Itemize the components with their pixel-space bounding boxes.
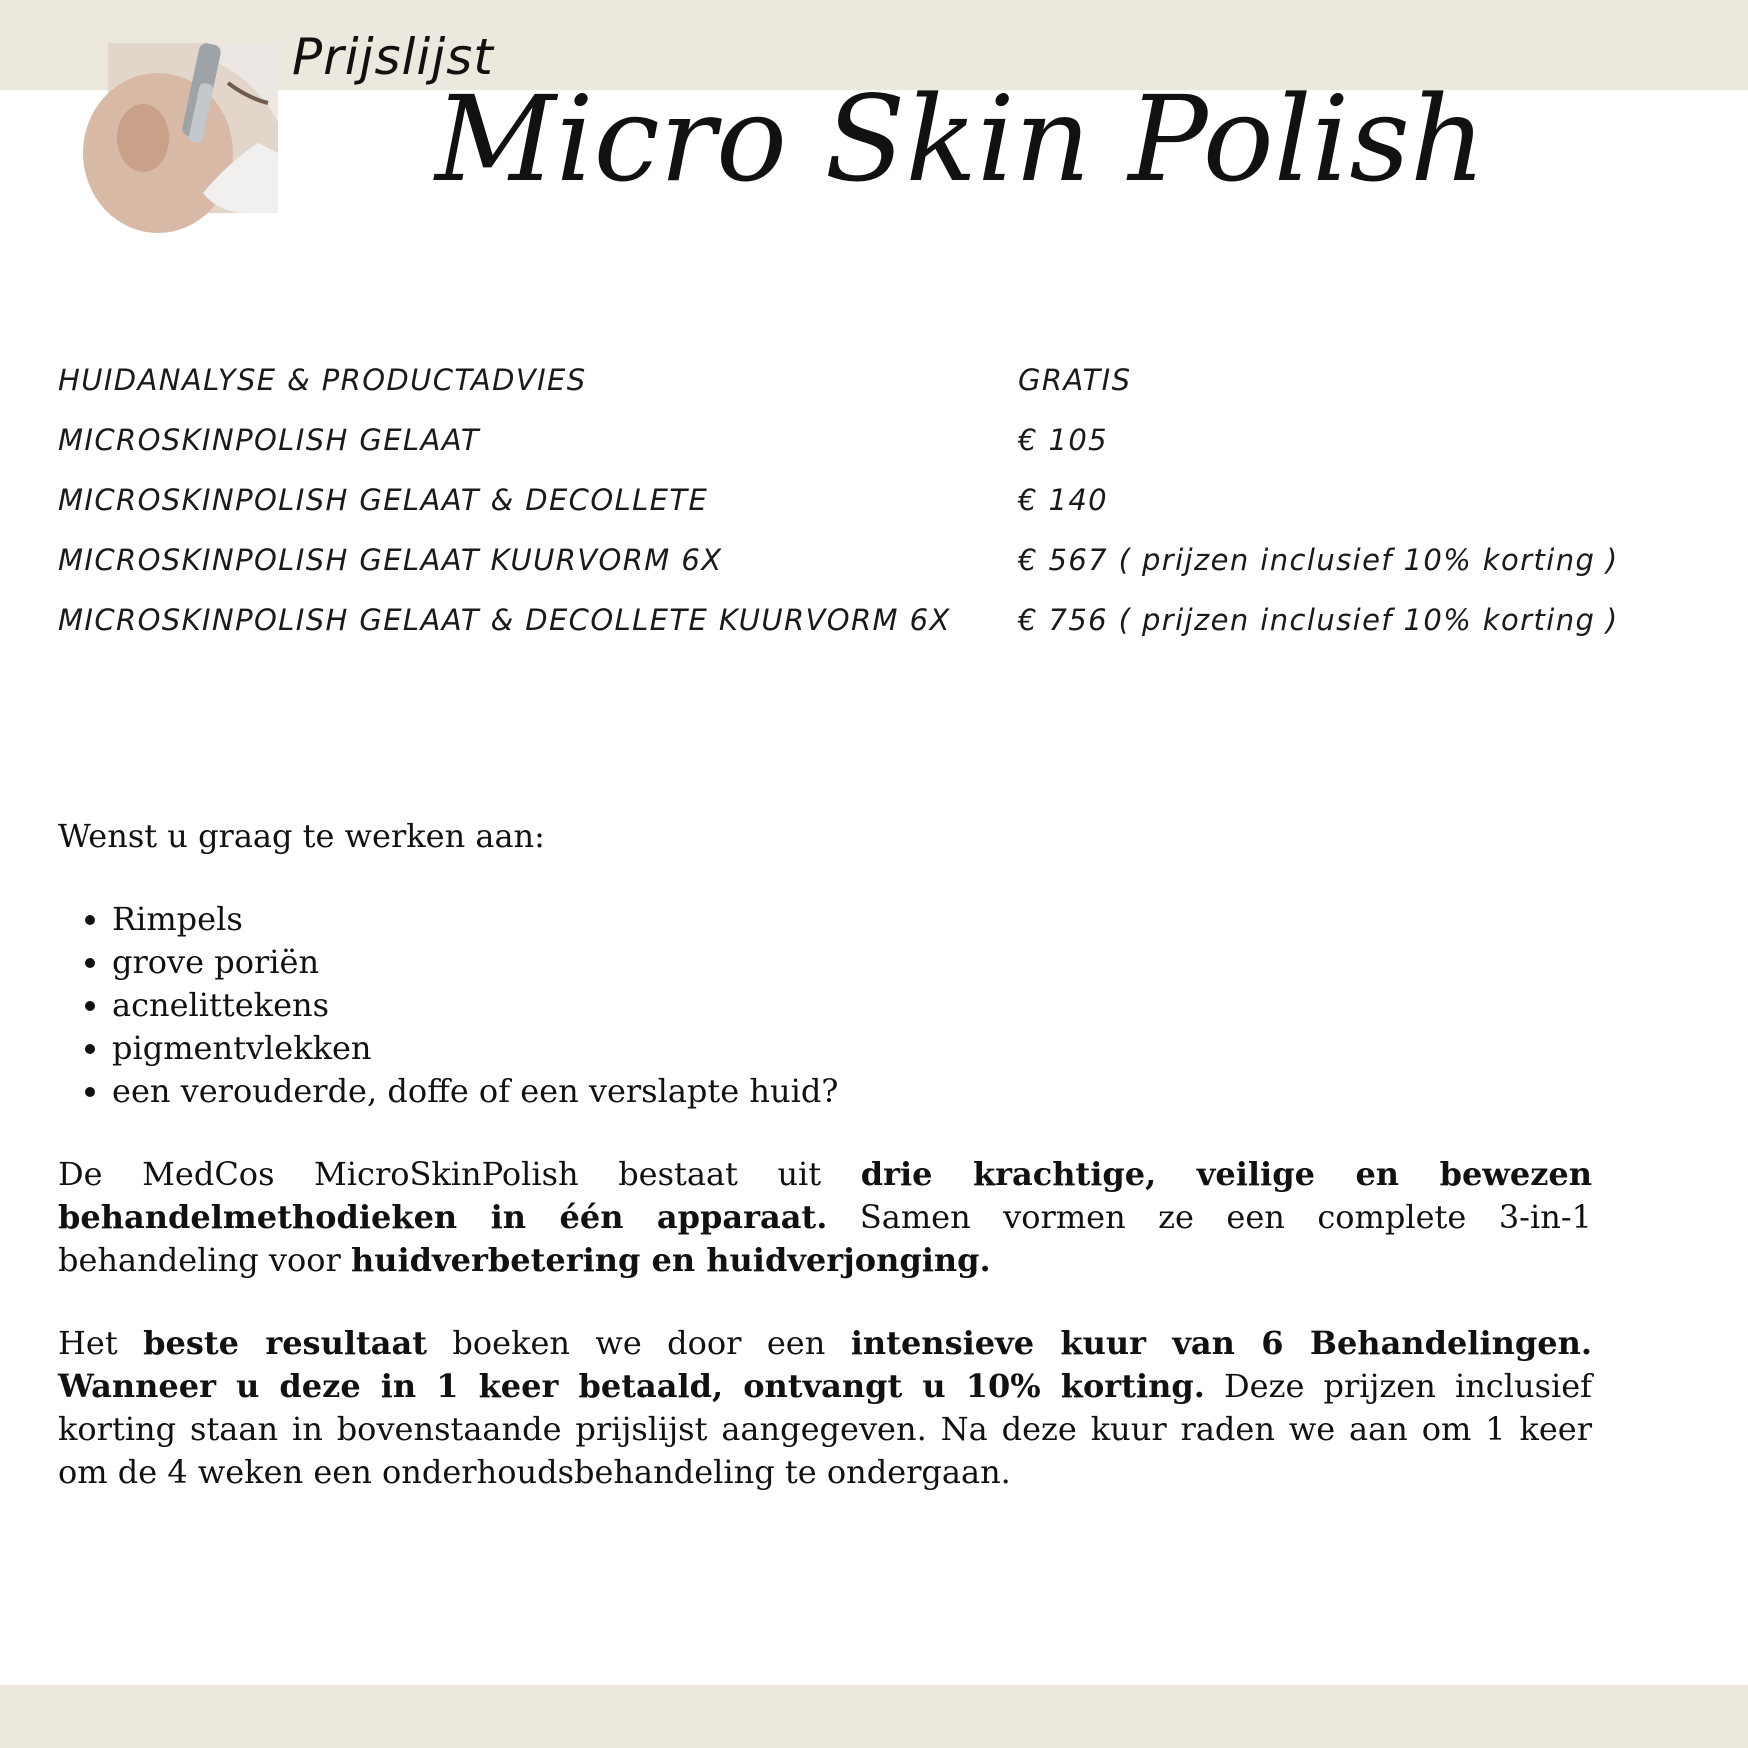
price-list [58,350,1658,650]
text-segment: De MedCos MicroSkinPolish bestaat uit [58,1155,861,1193]
description [58,815,1592,1534]
price-service: HUIDANALYSE & PRODUCTADVIES [58,363,587,397]
intro-text: Wenst u graag te werken aan: [58,817,545,855]
price-service: MICROSKINPOLISH GELAAT & DECOLLETE [58,483,709,517]
price-row [58,350,1658,410]
bold-segment: intensieve kuur van 6 Behandelingen. Wanneer u deze in 1 keer betaald, ontvangt u 10% korting. [58,1324,1593,1405]
price-value: € 756 ( prijzen inclusief 10% korting ) [1018,603,1619,637]
price-value: € 140 [1018,483,1109,517]
list-item: • acnelittekens [112,984,1592,1027]
paragraph-kuur [58,1322,1592,1494]
list-item: • Rimpels [112,898,1592,941]
price-value: € 105 [1018,423,1109,457]
script-title-text: Micro Skin Polish [435,70,1486,208]
price-service: MICROSKINPOLISH GELAAT & DECOLLETE KUURVORM 6X [58,603,951,637]
bold-segment: beste resultaat [143,1324,428,1362]
text-segment: Het [58,1324,144,1362]
treatment-photo [108,43,278,213]
price-row [58,470,1658,530]
price-value: GRATIS [1018,363,1132,397]
text-segment: Samen vormen ze een complete 3-in-1 behandeling voor [58,1198,1593,1279]
bottom-band [0,1685,1748,1748]
paragraph-medcos [58,1153,1592,1282]
header-label: Prijslijst [292,28,494,86]
price-value: € 567 ( prijzen inclusief 10% korting ) [1018,543,1619,577]
price-row [58,530,1658,590]
list-item: • pigmentvlekken [112,1027,1592,1070]
text-segment: Deze prijzen inclusief korting staan in bovenstaande prijslijst aangegeven. Na deze kuur raden we aan om 1 keer om de 4 weken een onderhoudsbehandeling te ondergaan. [58,1367,1593,1491]
bold-segment: drie krachtige, veilige en bewezen behandelmethodieken in één apparaat. [58,1155,1593,1236]
price-service: MICROSKINPOLISH GELAAT KUURVORM 6X [58,543,723,577]
script-title [435,50,1486,240]
concerns-list [58,898,1592,1113]
price-row [58,410,1658,470]
price-service: MICROSKINPOLISH GELAAT [58,423,480,457]
price-row [58,590,1658,650]
list-item: • een verouderde, doffe of een verslapte huid? [112,1070,1592,1113]
list-item: • grove poriën [112,941,1592,984]
bold-segment: huidverbetering en huidverjonging. [350,1241,991,1279]
text-segment: boeken we door een [427,1324,851,1362]
